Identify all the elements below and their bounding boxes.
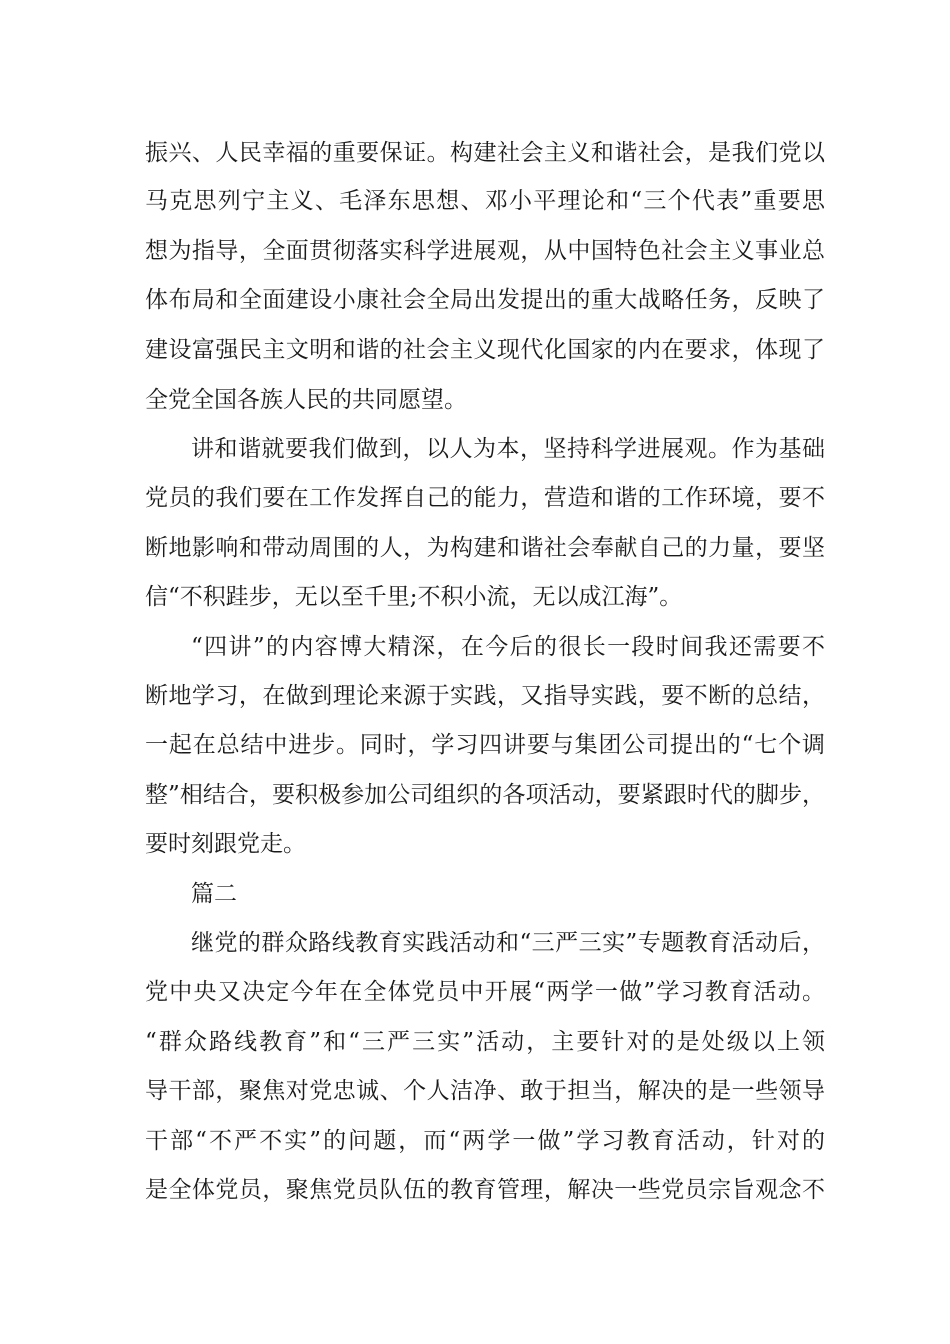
paragraph-first-line: “四讲”的内容博大精深，在今后的很长一段时间我还需要不 bbox=[191, 634, 825, 660]
text-line: 建设富强民主文明和谐的社会主义现代化国家的内在要求，体现了 bbox=[145, 337, 825, 363]
text-line: 振兴、人民幸福的重要保证。构建社会主义和谐社会，是我们党以 bbox=[145, 140, 825, 166]
text-line: 党员的我们要在工作发挥自己的能力，营造和谐的工作环境，要不 bbox=[145, 485, 825, 511]
text-line: 信“不积跬步，无以至千里;不积小流，无以成江海”。 bbox=[145, 584, 683, 610]
text-line: 全党全国各族人民的共同愿望。 bbox=[145, 387, 467, 413]
paragraph-first-line: 讲和谐就要我们做到，以人为本，坚持科学进展观。作为基础 bbox=[191, 436, 825, 462]
text-line: 干部“不严不实”的问题，而“两学一做”学习教育活动，针对的 bbox=[145, 1128, 825, 1154]
text-line: 整”相结合，要积极参加公司组织的各项活动，要紧跟时代的脚步， bbox=[145, 782, 825, 808]
text-line: 党中央又决定今年在全体党员中开展“两学一做”学习教育活动。 bbox=[145, 979, 825, 1005]
text-line: 断地影响和带动周围的人，为构建和谐社会奉献自己的力量，要坚 bbox=[145, 535, 825, 561]
text-line: 是全体党员，聚焦党员队伍的教育管理，解决一些党员宗旨观念不 bbox=[145, 1177, 825, 1203]
text-line: 一起在总结中进步。同时，学习四讲要与集团公司提出的“七个调 bbox=[145, 732, 825, 758]
text-line: “群众路线教育”和“三严三实”活动，主要针对的是处级以上领 bbox=[145, 1029, 825, 1055]
text-line: 体布局和全面建设小康社会全局出发提出的重大战略任务，反映了 bbox=[145, 287, 825, 313]
text-line: 断地学习，在做到理论来源于实践，又指导实践，要不断的总结， bbox=[145, 683, 825, 709]
section-heading: 篇二 bbox=[191, 881, 237, 907]
text-line: 要时刻跟党走。 bbox=[145, 831, 306, 857]
text-line: 马克思列宁主义、毛泽东思想、邓小平理论和“三个代表”重要思 bbox=[145, 188, 825, 214]
text-line: 导干部，聚焦对党忠诚、个人洁净、敢于担当，解决的是一些领导 bbox=[145, 1078, 825, 1104]
paragraph-first-line: 继党的群众路线教育实践活动和“三严三实”专题教育活动后， bbox=[191, 930, 825, 956]
text-line: 想为指导，全面贯彻落实科学进展观，从中国特色社会主义事业总 bbox=[145, 238, 825, 264]
